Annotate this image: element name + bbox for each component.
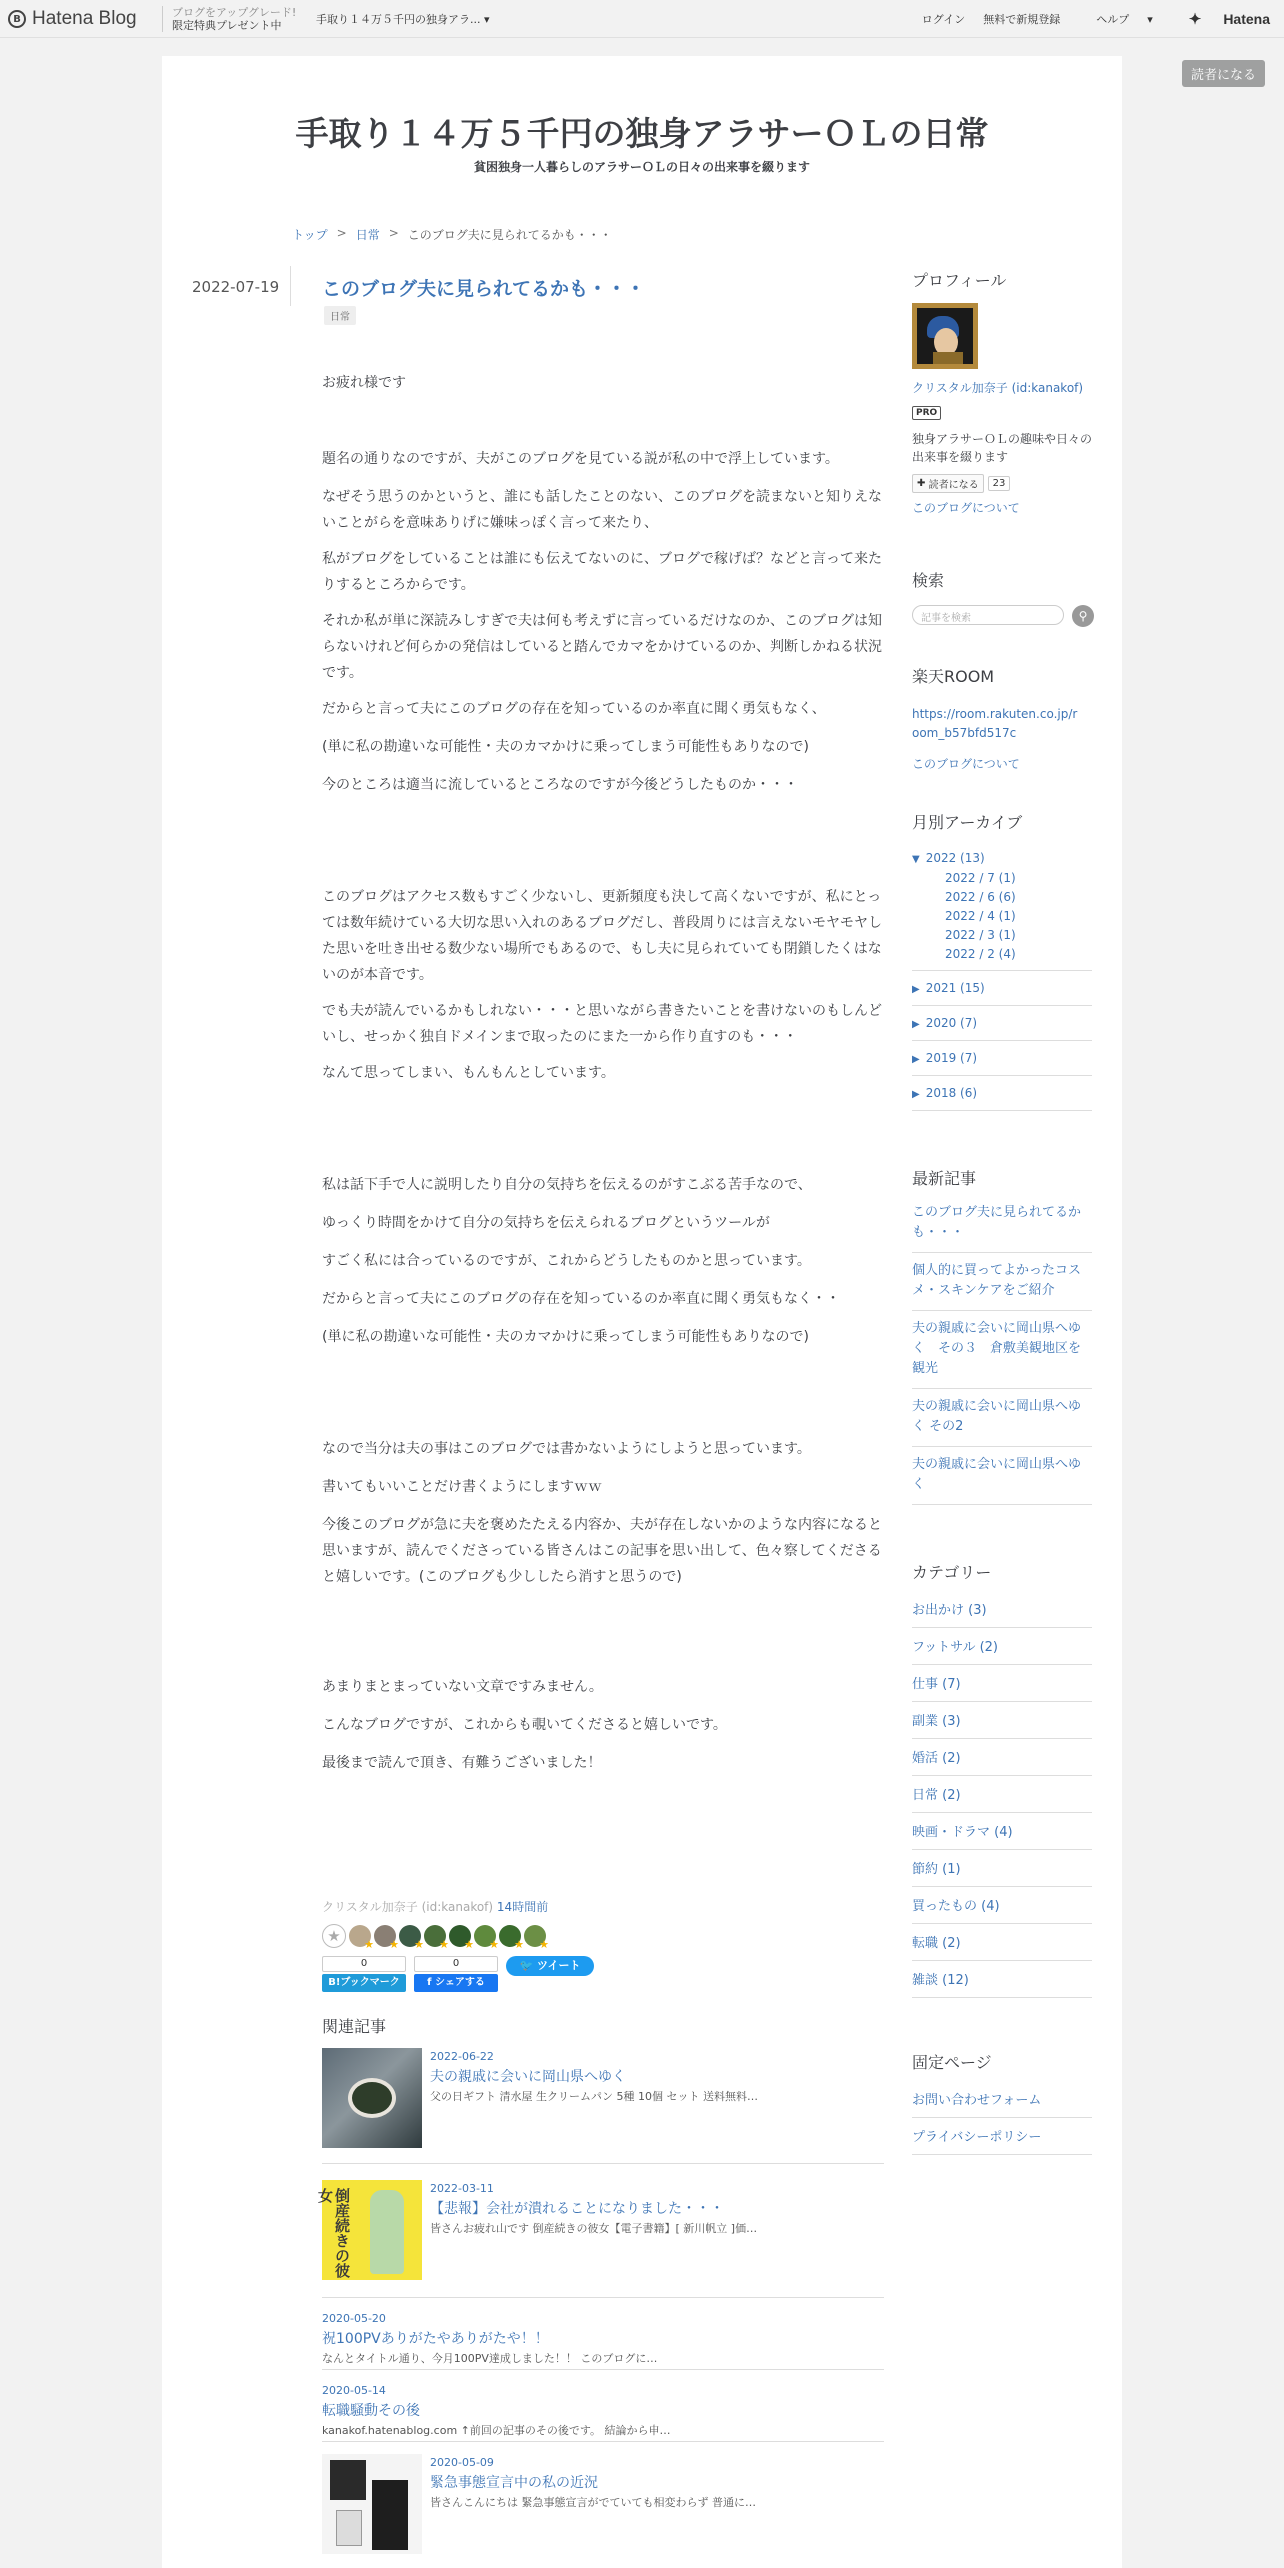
related-entry-excerpt: kanakof.hatenablog.com ↑前回の記事のその後です。 結論から申… xyxy=(322,2424,671,2437)
blog-menu-label: 手取り１４万５千円の独身アラ... xyxy=(316,13,481,26)
entry-paragraph: 私がブログをしていることは誰にも伝えてないのに、ブログで稼げば？などと言って来たりするところからです。 xyxy=(322,551,882,593)
entry-paragraph: ゆっくり時間をかけて自分の気持ちを伝えられるブログというツールが xyxy=(322,1215,770,1231)
profile-name-link[interactable]: クリスタル加奈子 (id:kanakof) xyxy=(912,381,1084,395)
plus-icon: ✚ xyxy=(917,478,926,489)
category-link[interactable]: 日常 (2) xyxy=(912,1776,1092,1813)
archive-year-label: 2018 (6) xyxy=(925,1086,978,1100)
related-entries-heading: 関連記事 xyxy=(322,2017,387,2036)
book-cover-illustration xyxy=(370,2190,404,2274)
hatena-stars xyxy=(322,1924,546,1948)
entry-paragraph: (単に私の勘違いな可能性・夫のカマかけに乗ってしまう可能性もありなので) xyxy=(322,739,809,755)
rakuten-room-link[interactable]: https://room.rakuten.co.jp/room_b57bfd517c xyxy=(912,707,1078,740)
entry-title[interactable]: このブログ夫に見られてるかも・・・ xyxy=(322,278,646,300)
archive-year-row[interactable] xyxy=(912,1040,1092,1075)
author-name[interactable]: クリスタル加奈子 xyxy=(322,1900,418,1914)
related-entry-date: 2020-05-14 xyxy=(322,2384,386,2397)
breadcrumb-category-link[interactable]: 日常 xyxy=(355,228,380,242)
related-entry-thumbnail[interactable] xyxy=(316,2180,422,2280)
star-user-avatar[interactable] xyxy=(349,1925,371,1947)
entry-paragraph: だからと言って夫にこのブログの存在を知っているのか率直に聞く勇気もなく、 xyxy=(322,701,826,717)
related-entry-date: 2020-05-09 xyxy=(430,2456,494,2469)
tweet-button[interactable] xyxy=(506,1956,594,1976)
about-blog-link[interactable]: このブログについて xyxy=(912,757,1020,771)
star-user-avatar[interactable] xyxy=(424,1925,446,1947)
upgrade-promo-link[interactable] xyxy=(172,6,296,32)
add-star-icon[interactable]: ★ xyxy=(322,1924,346,1948)
entry-paragraph: なんて思ってしまい、もんもんとしています。 xyxy=(322,1065,615,1081)
star-user-avatar[interactable] xyxy=(499,1925,521,1947)
help-label: ヘルプ xyxy=(1096,13,1130,26)
triangle-right-icon: ▶ xyxy=(912,1019,920,1030)
avatar-shoulder xyxy=(933,352,963,364)
entry-paragraph: なぜそう思うのかというと、誰にも話したことのない、このブログを読まないと知りえないことがらを意味ありげに嫌味っぽく言って来たり、 xyxy=(322,489,882,531)
recent-entry-link[interactable]: 夫の親戚に会いに岡山県へゆく xyxy=(912,1447,1092,1505)
soup-bowl-image xyxy=(348,2078,396,2118)
archive-month-link[interactable]: 2022 / 6 (6) xyxy=(945,890,1016,904)
category-link[interactable]: 仕事 (7) xyxy=(912,1665,1092,1702)
hatena-label: Hatena xyxy=(1223,11,1270,27)
blog-title[interactable]: 手取り１４万５千円の独身アラサーＯＬの日常 xyxy=(295,114,989,153)
recent-entry-link[interactable]: 個人的に買ってよかったコスメ・スキンケアをご紹介 xyxy=(912,1253,1092,1311)
related-entry-date: 2020-05-20 xyxy=(322,2312,386,2325)
entry-paragraph: こんなブログですが、これからも覗いてくださると嬉しいです。 xyxy=(322,1717,727,1733)
related-entry-excerpt: 父の日ギフト 清水屋 生クリームパン 5種 10個 セット 送料無料… xyxy=(430,2090,758,2103)
share-buttons xyxy=(322,1956,594,1992)
category-link[interactable]: 婚活 (2) xyxy=(912,1739,1092,1776)
star-user-avatar[interactable] xyxy=(374,1925,396,1947)
related-entry-excerpt: 皆さんこんにちは 緊急事態宣言がでていても相変わらず 普通に… xyxy=(430,2496,756,2509)
facebook-share-count: 0 xyxy=(414,1956,498,1972)
clothing-image xyxy=(372,2480,408,2550)
category-link[interactable]: 雑談 (12) xyxy=(912,1961,1092,1998)
hatena-blog-logo[interactable] xyxy=(8,8,137,30)
entry-paragraph: 書いてもいいことだけ書くようにしますｗｗ xyxy=(322,1479,602,1495)
hatena-star-icon: ✦ xyxy=(1188,11,1202,28)
related-entry[interactable] xyxy=(322,2048,884,2164)
rakuten-heading: 楽天ROOM xyxy=(912,667,995,686)
recent-entry-link[interactable]: 夫の親戚に会いに岡山県へゆく その2 xyxy=(912,1389,1092,1447)
entry-paragraph: すごく私には合っているのですが、これからどうしたものかと思っています。 xyxy=(322,1253,811,1269)
recent-entry-link[interactable]: 夫の親戚に会いに岡山県へゆく その３ 倉敷美観地区を観光 xyxy=(912,1311,1092,1389)
sidebar-fixed-pages xyxy=(912,2050,1092,2155)
related-entry-excerpt: なんとタイトル通り、今月100PV達成しました！！ このブログに… xyxy=(322,2352,658,2365)
facebook-share-label: シェアする xyxy=(435,1977,485,1988)
hatebu-count: 0 xyxy=(322,1956,406,1972)
help-menu[interactable] xyxy=(1078,11,1153,27)
related-entry-date: 2022-06-22 xyxy=(430,2050,494,2063)
entry-paragraph: 今後このブログが急に夫を褒めたたえる内容か、夫が存在しないかのような内容になると思いますが、読んでくださっている皆さんはこの記事を思い出して、色々察してくださると嬉しいです。(このブログも少ししたら消すと思うので) xyxy=(322,1517,882,1585)
hatena-logo-icon: B xyxy=(8,10,26,28)
category-link[interactable]: 転職 (2) xyxy=(912,1924,1092,1961)
category-link[interactable]: 節約 (1) xyxy=(912,1850,1092,1887)
sidebar-recent-entries xyxy=(912,1166,1092,1505)
related-entry-date: 2022-03-11 xyxy=(430,2182,494,2195)
about-blog-link[interactable]: このブログについて xyxy=(912,501,1020,515)
breadcrumb-current: このブログ夫に見られてるかも・・・ xyxy=(407,228,612,242)
breadcrumb-separator: > xyxy=(336,226,347,240)
promo-line-2: 限定特典プレゼント中 xyxy=(172,19,282,32)
blog-menu-dropdown[interactable] xyxy=(316,11,490,27)
category-link[interactable]: 買ったもの (4) xyxy=(912,1887,1092,1924)
star-user-avatar[interactable] xyxy=(524,1925,546,1947)
archive-year-label: 2020 (7) xyxy=(925,1016,978,1030)
facebook-share-button[interactable] xyxy=(414,1974,498,1992)
entry-paragraph: でも夫が読んでいるかもしれない・・・と思いながら書きたいことを書けないのもしんどいし、せっかく独自ドメインまで取ったのにまた一から作り直すのも・・・ xyxy=(322,1003,882,1045)
archive-year-label: 2022 (13) xyxy=(925,851,985,865)
archive-year-row[interactable] xyxy=(912,970,1092,1005)
search-icon[interactable]: ⚲ xyxy=(1072,605,1094,627)
related-entry-thumbnail[interactable] xyxy=(322,2048,422,2148)
contact-form-link[interactable]: お問い合わせフォーム xyxy=(912,2081,1092,2118)
twitter-bird-icon: 🐦 xyxy=(519,1959,538,1972)
star-user-avatar[interactable] xyxy=(474,1925,496,1947)
hatena-menu[interactable] xyxy=(1171,10,1270,28)
entry-paragraph: お疲れ様です xyxy=(322,375,406,391)
sidebar-profile xyxy=(912,268,1092,516)
entry-paragraph: 最後まで読んで頂き、有難うございました！ xyxy=(322,1755,602,1771)
archive-year-2022[interactable] xyxy=(912,851,1092,865)
recent-entry-link[interactable]: このブログ夫に見られてるかも・・・ xyxy=(912,1195,1092,1253)
clothing-image xyxy=(336,2510,362,2546)
archive-heading: 月別アーカイブ xyxy=(912,813,1023,832)
entry-paragraph: このブログはアクセス数もすごく少ないし、更新頻度も決して高くないですが、私にとっては数年続けている大切な思い入れのあるブログだし、普段周りには言えないモヤモヤした思いを吐き出せる数少ない場所でもあるので、もし夫に見られていても閉鎖したくはないのが本音です。 xyxy=(322,889,882,983)
related-entry-title[interactable]: 転職騒動その後 xyxy=(322,2403,420,2419)
archive-year-label: 2021 (15) xyxy=(925,981,985,995)
profile-bio: 独身アラサーＯＬの趣味や日々の出来事を綴ります xyxy=(912,432,1093,464)
hatena-bookmark-button[interactable]: B!ブックマーク xyxy=(322,1974,406,1992)
archive-year-row[interactable] xyxy=(912,1075,1092,1111)
author-id: (id:kanakof) xyxy=(421,1900,494,1914)
reader-count: 23 xyxy=(988,476,1011,491)
sidebar-rakuten-room xyxy=(912,664,1092,772)
archive-year-label: 2019 (7) xyxy=(925,1051,978,1065)
category-link[interactable]: 映画・ドラマ (4) xyxy=(912,1813,1092,1850)
book-cover-title: 倒産続きの彼女 xyxy=(316,2188,351,2278)
category-link[interactable]: 副業 (3) xyxy=(912,1702,1092,1739)
search-input[interactable]: 記事を検索 xyxy=(912,605,1064,625)
categories-heading: カテゴリー xyxy=(912,1563,992,1582)
star-user-avatar[interactable] xyxy=(399,1925,421,1947)
archive-month-link[interactable]: 2022 / 7 (1) xyxy=(945,871,1016,885)
related-entry[interactable] xyxy=(322,2382,884,2442)
entry-timestamp-link[interactable]: 14時間前 xyxy=(496,1900,549,1914)
entry-paragraph: それか私が単に深読みしすぎで夫は何も考えずに言っているだけなのか、このブログは知らないけれど何らかの発信はしていると踏んでカマをかけているのか、判断しかねる状況です。 xyxy=(322,613,882,681)
facebook-icon: f xyxy=(427,1977,436,1988)
login-link[interactable]: ログイン xyxy=(921,13,966,26)
triangle-right-icon: ▶ xyxy=(912,1054,920,1065)
subscribe-button[interactable]: 読者になる xyxy=(1182,60,1265,87)
sidebar-search xyxy=(912,568,1092,629)
sidebar-subscribe-button[interactable] xyxy=(912,474,984,493)
triangle-right-icon: ▶ xyxy=(912,984,920,995)
breadcrumb-separator: > xyxy=(388,226,399,240)
search-heading: 検索 xyxy=(912,571,945,590)
profile-avatar[interactable] xyxy=(912,303,978,369)
breadcrumb xyxy=(292,226,612,243)
promo-line-1: ブログをアップグレード! xyxy=(172,6,297,19)
related-entry-title[interactable]: 夫の親戚に会いに岡山県へゆく xyxy=(430,2069,626,2085)
entry-paragraph: (単に私の勘違いな可能性・夫のカマかけに乗ってしまう可能性もありなので) xyxy=(322,1329,809,1345)
related-entry-title[interactable]: 緊急事態宣言中の私の近況 xyxy=(430,2475,598,2491)
caret-down-icon: ▾ xyxy=(484,13,490,26)
related-entry-title[interactable]: 【悲報】会社が潰れることになりました・・・ xyxy=(430,2201,724,2217)
entry-author-line xyxy=(322,1898,548,1915)
category-link[interactable]: お出かけ (3) xyxy=(912,1591,1092,1628)
clothing-image xyxy=(330,2460,366,2500)
signup-link[interactable]: 無料で新規登録 xyxy=(983,13,1061,26)
related-entry-thumbnail[interactable] xyxy=(322,2454,422,2554)
caret-down-icon: ▾ xyxy=(1147,13,1153,26)
related-entry[interactable] xyxy=(322,2454,884,2558)
sidebar-archive xyxy=(912,810,1092,1111)
related-entry[interactable] xyxy=(322,2310,884,2370)
related-entry-excerpt: 皆さんお疲れ山です 倒産続きの彼女【電子書籍】[ 新川帆立 ]価… xyxy=(430,2222,758,2235)
entry-paragraph: 今のところは適当に流しているところなのですが今後どうしたものか・・・ xyxy=(322,777,798,793)
entry-paragraph: だからと言って夫にこのブログの存在を知っているのか率直に聞く勇気もなく・・ xyxy=(322,1291,840,1307)
subscribe-label: 読者になる xyxy=(928,480,979,491)
related-entry[interactable] xyxy=(316,2180,884,2298)
star-user-avatar[interactable] xyxy=(449,1925,471,1947)
category-link[interactable]: フットサル (2) xyxy=(912,1628,1092,1665)
header-divider xyxy=(162,6,163,32)
entry-paragraph: あまりまとまっていない文章ですみません。 xyxy=(322,1679,603,1695)
triangle-right-icon: ▶ xyxy=(912,1089,920,1100)
profile-heading: プロフィール xyxy=(912,271,1007,290)
entry-date[interactable]: 2022-07-19 xyxy=(192,278,280,296)
entry-category-tag[interactable]: 日常 xyxy=(324,306,356,325)
profile-avatar-image xyxy=(917,308,973,364)
entry-paragraph: 題名の通りなのですが、夫がこのブログを見ている説が私の中で浮上しています。 xyxy=(322,451,839,467)
entry-paragraph: 私は話下手で人に説明したり自分の気持ちを伝えるのがすこぶる苦手なので、 xyxy=(322,1177,812,1193)
pro-badge: PRO xyxy=(912,406,941,420)
hatena-blog-logo-text: Hatena Blog xyxy=(32,8,137,29)
archive-year-row[interactable] xyxy=(912,1005,1092,1040)
tweet-label: ツイート xyxy=(537,1959,581,1972)
privacy-policy-link[interactable]: プライバシーポリシー xyxy=(912,2118,1092,2155)
blog-container xyxy=(162,56,1122,2568)
date-divider xyxy=(290,266,291,306)
related-entry-title[interactable]: 祝100PVありがたやありがたや！！ xyxy=(322,2331,549,2347)
archive-month-link[interactable]: 2022 / 3 (1) xyxy=(945,928,1016,942)
fixed-pages-heading: 固定ページ xyxy=(912,2053,992,2072)
archive-month-link[interactable]: 2022 / 4 (1) xyxy=(945,909,1016,923)
triangle-down-icon: ▼ xyxy=(912,854,920,865)
sidebar-categories xyxy=(912,1560,1092,1998)
breadcrumb-top-link[interactable]: トップ xyxy=(292,228,328,242)
archive-month-link[interactable]: 2022 / 2 (4) xyxy=(945,947,1016,961)
recent-entries-heading: 最新記事 xyxy=(912,1169,977,1188)
hatena-global-header xyxy=(0,0,1284,38)
entry-paragraph: なので当分は夫の事はこのブログでは書かないようにしようと思っています。 xyxy=(322,1441,811,1457)
blog-description: 貧困独身一人暮らしのアラサーＯＬの日々の出来事を綴ります xyxy=(473,160,810,174)
